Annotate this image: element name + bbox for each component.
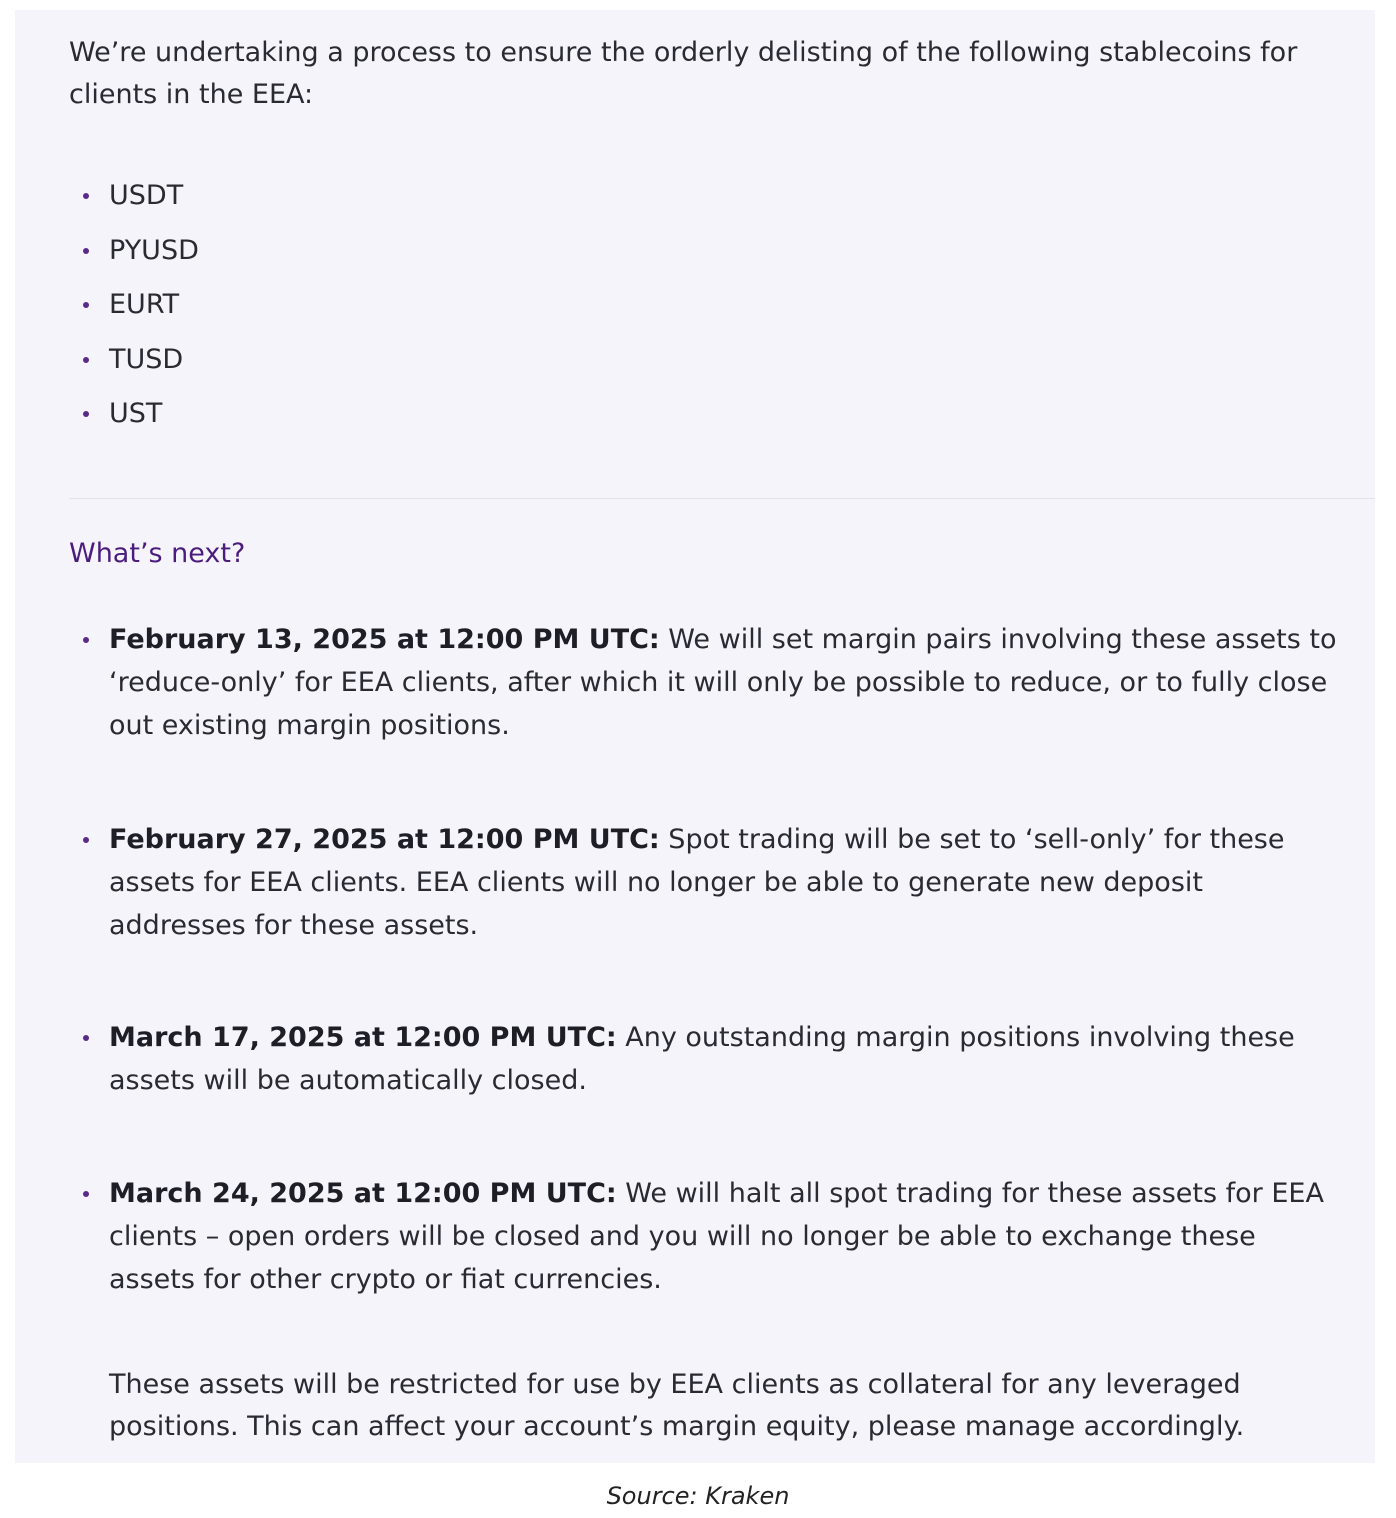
timeline-date: February 13, 2025 at 12:00 PM UTC: xyxy=(109,624,660,655)
stablecoin-label: EURT xyxy=(109,289,180,321)
bullet-dot-icon xyxy=(83,302,89,308)
stablecoin-label: PYUSD xyxy=(109,234,199,266)
bullet-dot-icon xyxy=(83,1035,89,1041)
stablecoin-label: USDT xyxy=(109,180,184,211)
bullet-dot-icon xyxy=(83,193,89,199)
source-caption: Source: Kraken xyxy=(606,1482,790,1510)
list-item xyxy=(69,338,199,393)
timeline-text: We will set margin pairs involving these assets to ‘reduce-only’ for EEA clients, after which it will only be possible to reduce, or to fully close out existing margin positions. xyxy=(109,624,1337,741)
bullet-dot-icon xyxy=(83,837,89,843)
bullet-dot-icon xyxy=(83,411,89,417)
section-divider xyxy=(69,498,1375,499)
timeline-date: February 27, 2025 at 12:00 PM UTC: xyxy=(109,824,660,855)
stablecoin-label: UST xyxy=(109,398,163,430)
intro-paragraph: We’re undertaking a process to ensure the orderly delisting of the following stablecoins for clients in the EEA: xyxy=(69,37,1298,110)
announcement-panel xyxy=(15,10,1375,1463)
timeline-date: March 24, 2025 at 12:00 PM UTC: xyxy=(109,1178,617,1209)
timeline-item xyxy=(69,618,1339,747)
timeline-item xyxy=(69,1016,1339,1102)
list-item xyxy=(69,392,199,447)
bullet-dot-icon xyxy=(83,357,89,363)
timeline-item xyxy=(69,818,1339,947)
timeline-text: Any outstanding margin positions involving these assets will be automatically closed. xyxy=(109,1022,1295,1096)
list-item xyxy=(69,229,199,284)
timeline-date: March 17, 2025 at 12:00 PM UTC: xyxy=(109,1022,617,1053)
timeline-item xyxy=(69,1172,1339,1301)
timeline-text: We will halt all spot trading for these assets for EEA clients – open orders will be closed and you will no longer be able to exchange these assets for other crypto or fiat currencies. xyxy=(109,1178,1324,1295)
bullet-dot-icon xyxy=(83,248,89,254)
timeline-text: Spot trading will be set to ‘sell-only’ for these assets for EEA clients. EEA clients will no longer be able to generate new deposit addresses for these assets. xyxy=(109,824,1285,941)
list-item xyxy=(69,174,199,229)
bullet-dot-icon xyxy=(83,637,89,643)
stablecoin-list xyxy=(69,174,199,447)
stablecoin-label: TUSD xyxy=(109,343,184,375)
closing-paragraph: These assets will be restricted for use by EEA clients as collateral for any leveraged positions. This can affect your account’s margin equity, please manage accordingly. xyxy=(109,1369,1245,1442)
bullet-dot-icon xyxy=(83,1191,89,1197)
list-item xyxy=(69,283,199,338)
whats-next-heading: What’s next? xyxy=(69,538,246,569)
